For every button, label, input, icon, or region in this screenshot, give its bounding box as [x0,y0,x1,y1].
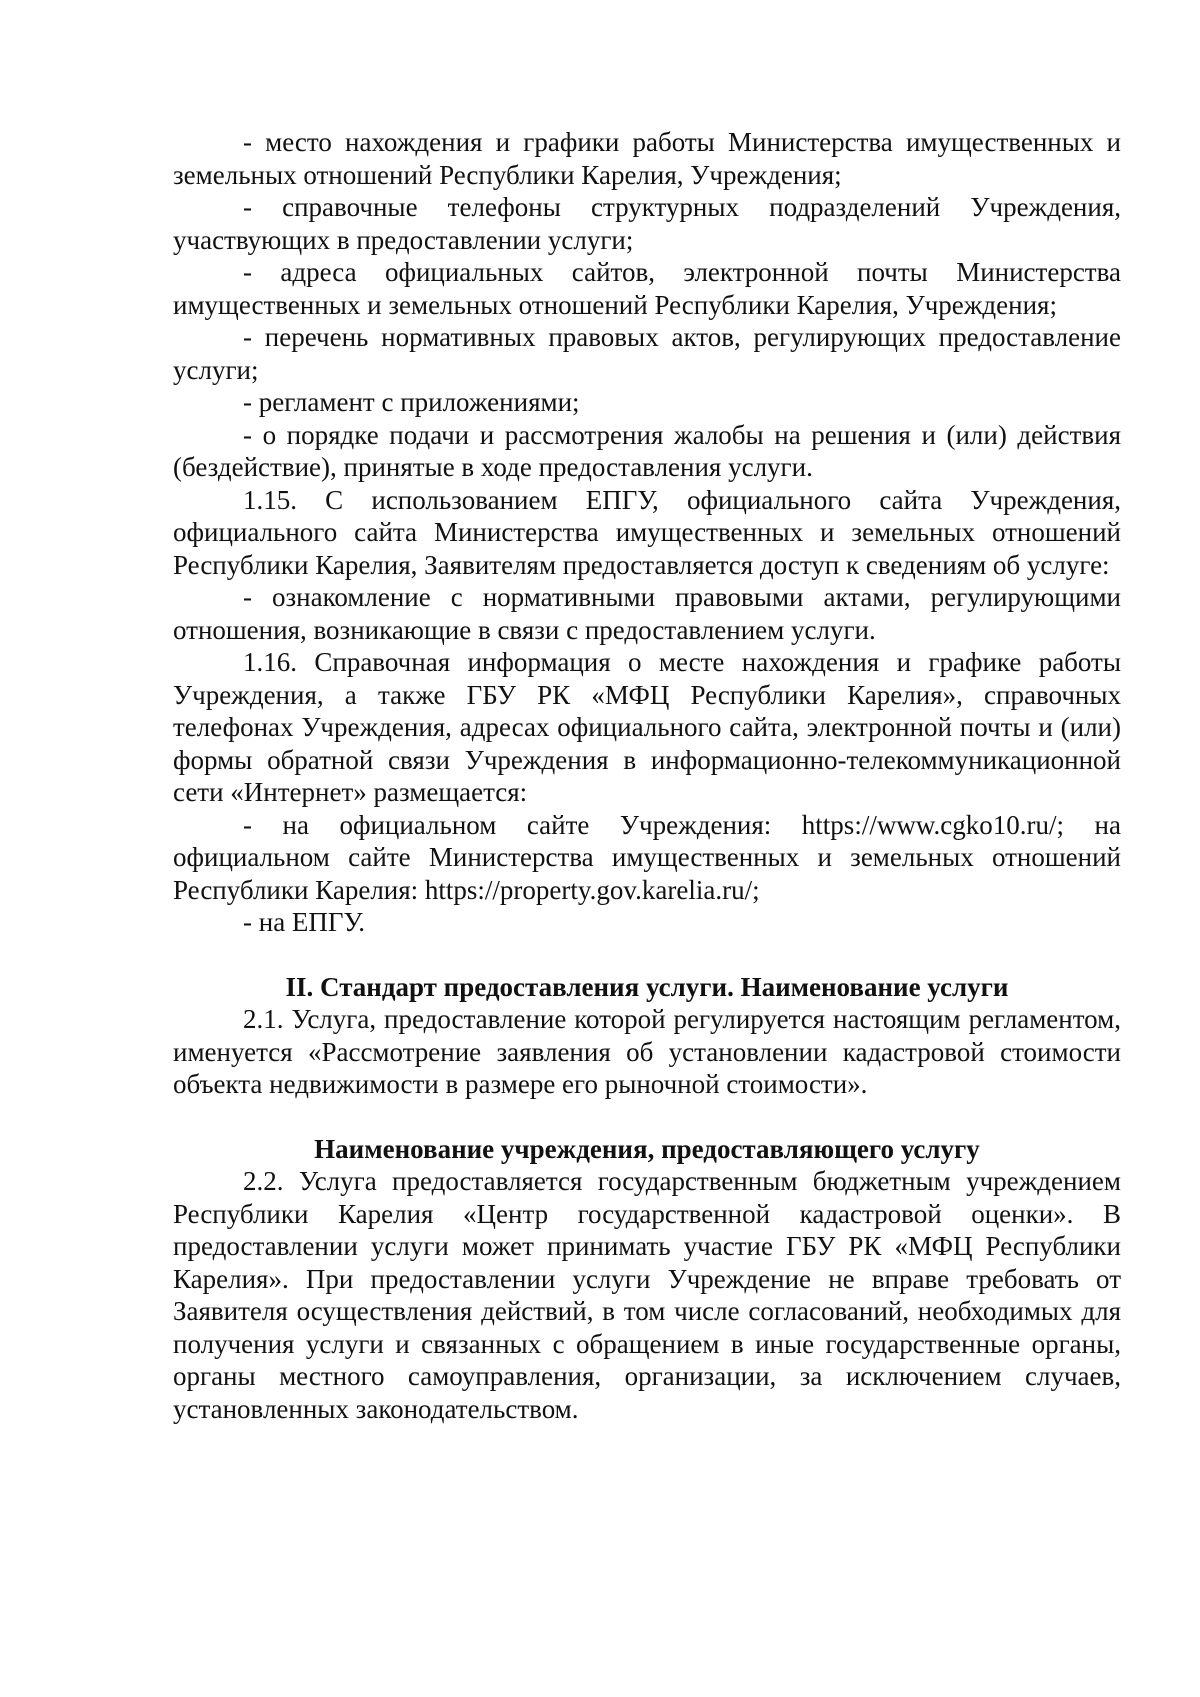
list-item-regulation: - регламент с приложениями; [243,387,580,417]
section-spacer [173,1101,1121,1133]
document-page [173,126,1121,1425]
list-item-familiarization: - ознакомление с нормативными правовыми актами, регулирующими отношения, возникающие в связи с предоставлением услуги. [173,582,1121,645]
list-item-websites: - адреса официальных сайтов, электронной почты Министерства имущественных и земельных отношений Республики Карелия, Учреждения; [173,257,1121,320]
paragraph-1-15: 1.15. С использованием ЕПГУ, официального сайта Учреждения, официального сайта Министерства имущественных и земельных отношений Республики Карелия, Заявителям предоставляется доступ к сведениям об услуге: [173,484,1121,580]
paragraph-1-16: 1.16. Справочная информация о месте нахождения и графике работы Учреждения, а также ГБУ РК «МФЦ Республики Карелия», справочных телефонах Учреждения, адресах официального сайта, электронной почты и (или) формы обратной связи Учреждения в информационно-телекоммуникационной сети «Интернет» размещается: [173,647,1121,807]
list-item-location-schedule: - место нахождения и графики работы Министерства имущественных и земельных отношений Республики Карелия, Учреждения; [173,127,1121,190]
paragraph-2-2: 2.2. Услуга предоставляется государственным бюджетным учреждением Республики Карелия «Центр государственной кадастровой оценки». В предоставлении услуги может принимать участие ГБУ РК «МФЦ Республики Карелия». При предоставлении услуги Учреждение не вправе требовать от Заявителя осуществления действий, в том числе согласований, необходимых для получения услуги и связанных с обращением в иные государственные органы, органы местного самоуправления, организации, за исключением случаев, установленных законодательством. [173,1166,1121,1424]
paragraph-2-1: 2.1. Услуга, предоставление которой регулируется настоящим регламентом, именуется «Рассмотрение заявления об установлении кадастровой стоимости объекта недвижимости в размере его рыночной стоимости». [173,1004,1121,1099]
section-heading-institution: Наименование учреждения, предоставляющего услугу [314,1133,980,1164]
list-item-epgu: - на ЕПГУ. [243,907,365,937]
list-item-legal-acts: - перечень нормативных правовых актов, регулирующих предоставление услуги; [173,322,1121,385]
section-heading-standard: II. Стандарт предоставления услуги. Наименование услуги [285,971,1009,1002]
list-item-phones: - справочные телефоны структурных подразделений Учреждения, участвующих в предоставлении услуги; [173,192,1121,255]
section-spacer [173,939,1121,971]
list-item-official-sites: - на официальном сайте Учреждения: https://www.cgko10.ru/; на официальном сайте Министерства имущественных и земельных отношений Республики Карелия: https://property.gov.karelia.ru/; [173,809,1121,905]
list-item-complaints: - о порядке подачи и рассмотрения жалобы на решения и (или) действия (бездействие), принятые в ходе предоставления услуги. [173,419,1121,482]
